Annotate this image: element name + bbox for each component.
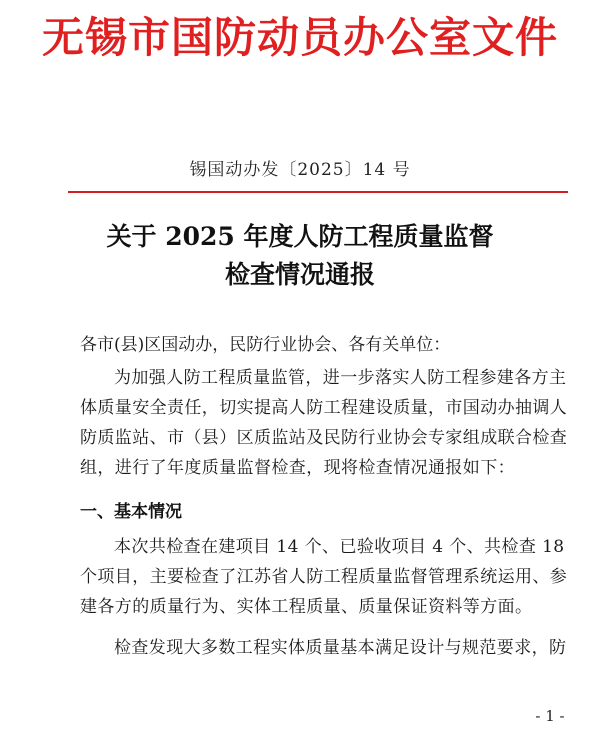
paragraph-findings: 检查发现大多数工程实体质量基本满足设计与规范要求，防 xyxy=(114,638,567,658)
paragraph-basic-situation: 本次共检查在建项目 14 个、已验收项目 4 个、共检查 18 个项目，主要检查了江苏省人防工程质量监督管理系统运用、参建各方的质量行为、实体工程质量、质量保证资料等方面。 xyxy=(80,537,568,617)
paragraph-intro: 为加强人防工程质量监管，进一步落实人防工程参建各方主体质量安全责任，切实提高人防工程建设质量，市国动办抽调人防质监站、市（县）区质监站及民防行业协会专家组成联合检查组，进行了年度质量监督检查，现将检查情况通报如下： xyxy=(80,368,568,478)
salutation: 各市(县)区国动办，民防行业协会、各有关单位： xyxy=(80,335,451,355)
document-title-line-1: 关于 2025 年度人防工程质量监督 xyxy=(106,222,494,251)
document-number: 锡国动办发〔2025〕14 号 xyxy=(189,160,411,180)
issuing-authority-title: 无锡市国防动员办公室文件 xyxy=(41,13,558,62)
red-separator-line xyxy=(68,191,568,193)
page-number: - 1 - xyxy=(535,707,565,725)
section-heading-basic-situation: 一、基本情况 xyxy=(80,502,182,522)
document-title-line-2: 检查情况通报 xyxy=(224,260,375,289)
document-title xyxy=(0,218,600,294)
